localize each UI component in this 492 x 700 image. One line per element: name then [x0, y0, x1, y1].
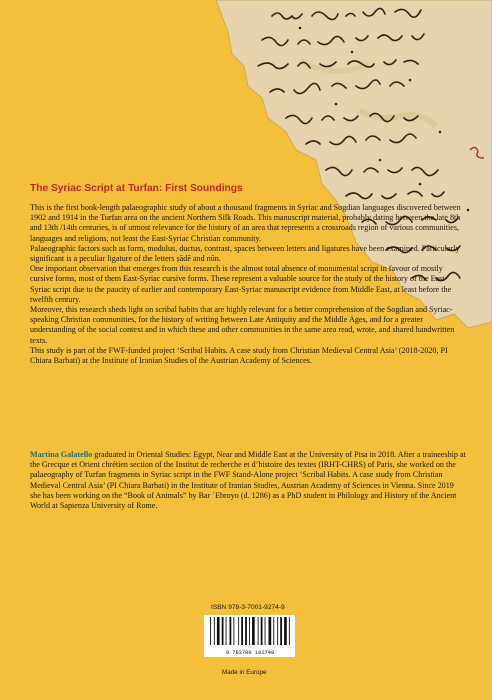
description-paragraph: This is the first book-length palaeographic study of about a thousand fragments in Syriac and Sogdian languages discovered between 1902 and 1914 in the Turfan area on the ancient Northern Silk Roads. This manuscript material, probably dating between the late 8th and 13th /14th centuries, is of utmost relevance for the history of an area that represents a crossroads region of various communities, languages and religions, not least the East-Syriac Christian community. — [30, 203, 461, 243]
barcode — [204, 615, 295, 657]
made-in-label: Made in Europe — [222, 669, 267, 676]
author-name: Martina Galatello — [30, 450, 93, 459]
description-paragraph: Palaeographic factors such as form, modulus, ductus, contrast, spaces between letters and ligatures have been examined. Particularly significant is a peculiar ligature of the letters ṣādē and nūn. — [30, 243, 460, 264]
barcode-bar — [230, 617, 232, 645]
barcode-bar — [238, 617, 239, 645]
barcode-bars — [204, 617, 295, 651]
barcode-bar — [210, 617, 211, 645]
barcode-bar — [284, 617, 287, 645]
barcode-bar — [226, 617, 227, 645]
barcode-bar — [289, 617, 290, 645]
author-bio — [30, 450, 466, 511]
barcode-bar — [214, 617, 215, 645]
barcode-bar — [277, 617, 278, 645]
barcode-bar — [241, 617, 243, 645]
barcode-bar — [269, 617, 272, 645]
barcode-bar — [217, 617, 220, 645]
description-paragraph: Moreover, this research sheds light on scribal habits that are highly relevant for a better comprehension of the Sogdian and Syriac-speaking Christian communities, for the history of writing between Late Antiquity and the Middle Ages, and for a greater understanding of the social context and in which these and other communities in the same area read, wrote, and shared handwritten texts. — [30, 305, 455, 345]
description-paragraph: This study is part of the FWF-funded project ‘Scribal Habits. A case study from Christian Medieval Central Asia’ (2018-2020, PI Chiara Barbati) at the Institute of Iranian Studies of the Austrian Academy of Sciences. — [30, 345, 448, 366]
barcode-bar — [249, 617, 250, 645]
barcode-digits: 9 783700 192749 — [225, 650, 275, 656]
barcode-bar — [258, 617, 259, 645]
author-bio-text: graduated in Oriental Studies: Egypt, Near and Middle East at the University of Pisa in 2018. After a traineeship at the Grecque et Orient chrétien section of the Institut de recherche et d’histoire des textes (IRHT-CHRS) of Paris, she worked on the palaeography of Turfan fragments in Syriac script in the FWF Stand-Alone project ‘Scribal Habits. A case study from Christian Medieval Central Asia’ (PI Chiara Barbati) in the Institute of Iranian Studies, Austrian Academy of Sciences in Vienna. Since 2019 she has been working on the “Book of Animals” by Bar ʿEbroyo (d. 1286) as a PhD student in Philology and History of the Ancient World at Sapienza University of Rome. — [30, 450, 466, 511]
isbn-label: ISBN 978-3-7001-9274-9 — [211, 604, 285, 611]
barcode-bar — [233, 617, 234, 645]
barcode-bar — [265, 617, 266, 645]
book-description — [30, 203, 466, 366]
book-title: The Syriac Script at Turfan: First Soundings — [30, 183, 243, 194]
barcode-bar — [252, 617, 255, 645]
description-paragraph: One important observation that emerges from this research is the almost total absence of monumental script in favour of mostly cursive forms, most of them East-Syriac cursive forms. These represent a valuable source for the study of the history of the East-Syriac script due to the paucity of earlier and contemporary East-Syriac manuscript evidence from Middle East, at least before the twelfth century. — [30, 264, 452, 304]
barcode-bar — [261, 617, 263, 645]
barcode-bar — [222, 617, 224, 645]
barcode-bar — [273, 617, 274, 645]
barcode-bar — [280, 617, 282, 645]
barcode-bar — [245, 617, 247, 645]
